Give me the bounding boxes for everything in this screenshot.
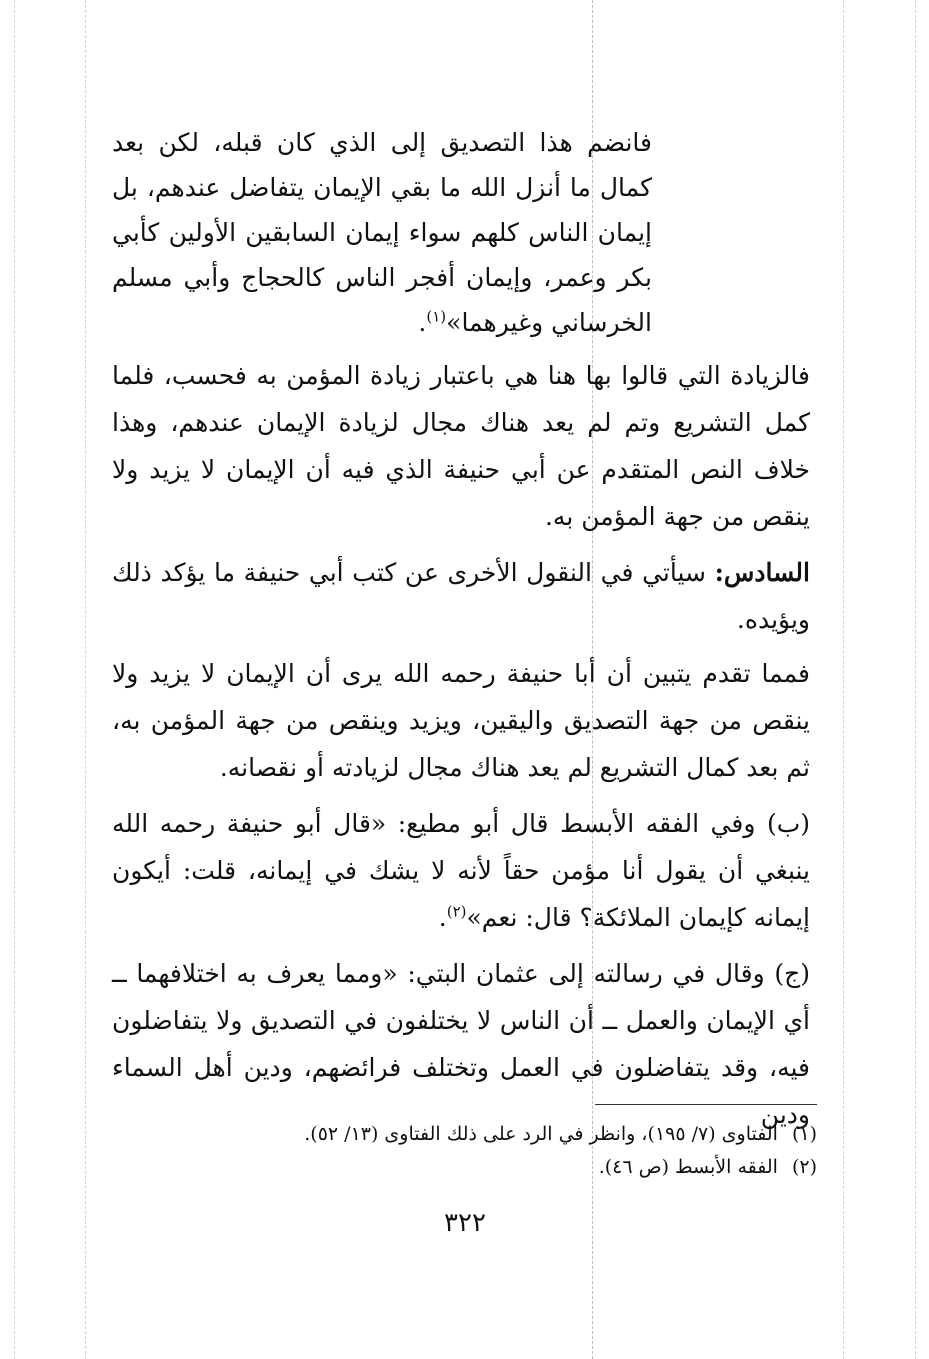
paragraph-3-text: فمما تقدم يتبين أن أبا حنيفة رحمه الله يرى أن الإيمان لا يزيد ولا ينقص من جهة التصديق واليقين، ويزيد وينقص من جهة المؤمن به، ثم بعد كمال التشريع لم يعد هناك مجال لزيادته أو نقصانه. xyxy=(112,659,810,782)
paragraph-2-lead: السادس: xyxy=(714,558,810,587)
footnotes xyxy=(112,1118,817,1184)
footnote-2-number: (٢) xyxy=(791,1156,817,1178)
quote-text: فانضم هذا التصديق إلى الذي كان قبله، لكن بعد كمال ما أنزل الله ما بقي الإيمان يتفاضل عندهم، بل إيمان الناس كلهم سواء إيمان السابقين الأولين كأبي بكر وعمر، وإيمان أفجر الناس كالحجاج وأبي مسلم الخرساني وغيرهما» xyxy=(112,128,652,337)
paragraph-4-end: . xyxy=(438,903,447,932)
paragraph-1-text: فالزيادة التي قالوا بها هنا هي باعتبار زيادة المؤمن به فحسب، فلما كمل التشريع وتم لم يعد هناك مجال لزيادة الإيمان عندهم، وهذا خلاف النص المتقدم عن أبي حنيفة الذي فيه أن الإيمان لا يزيد ولا ينقص من جهة المؤمن به. xyxy=(112,361,810,531)
paragraph-4 xyxy=(112,800,810,941)
quoted-passage xyxy=(112,120,652,345)
paragraph-5 xyxy=(112,950,810,1138)
paragraph-3 xyxy=(112,650,810,791)
footnote-2 xyxy=(112,1151,817,1184)
footnote-1-text: الفتاوى (٧/ ١٩٥)، وانظر في الرد على ذلك الفتاوى (١٣/ ٥٢). xyxy=(304,1123,778,1145)
paragraph-1 xyxy=(112,352,810,540)
footnote-1 xyxy=(112,1118,817,1151)
scan-guide-line xyxy=(843,0,844,1359)
paragraph-5-text: (ج) وقال في رسالته إلى عثمان البتي: «ومما يعرف به اختلافهما ــ أي الإيمان والعمل ــ أن الناس لا يختلفون في التصديق ولا يتفاضلون فيه، وقد يتفاضلون في العمل وتختلف فرائضهم، ودين أهل السماء ودين xyxy=(112,959,810,1129)
footnote-1-number: (١) xyxy=(791,1123,817,1145)
footnote-ref-2: (٢) xyxy=(446,902,467,921)
page-number: ٣٢٢ xyxy=(444,1208,486,1238)
paragraph-2-text: سيأتي في النقول الأخرى عن كتب أبي حنيفة ما يؤكد ذلك ويؤيده. xyxy=(112,558,810,634)
footnote-ref-1: (١) xyxy=(426,307,447,326)
quote-end: . xyxy=(418,308,427,337)
scan-guide-line xyxy=(14,0,15,1359)
scan-guide-line xyxy=(85,0,86,1359)
footnote-2-text: الفقه الأبسط (ص ٤٦). xyxy=(598,1156,778,1178)
scan-guide-line xyxy=(915,0,916,1359)
footnote-divider xyxy=(595,1104,817,1105)
paragraph-2 xyxy=(112,549,810,643)
paragraph-4-text: (ب) وفي الفقه الأبسط قال أبو مطيع: «قال أبو حنيفة رحمه الله ينبغي أن يقول أنا مؤمن حقاً لأنه لا يشك في إيمانه، قلت: أيكون إيمانه كإيمان الملائكة؟ قال: نعم» xyxy=(112,809,810,932)
